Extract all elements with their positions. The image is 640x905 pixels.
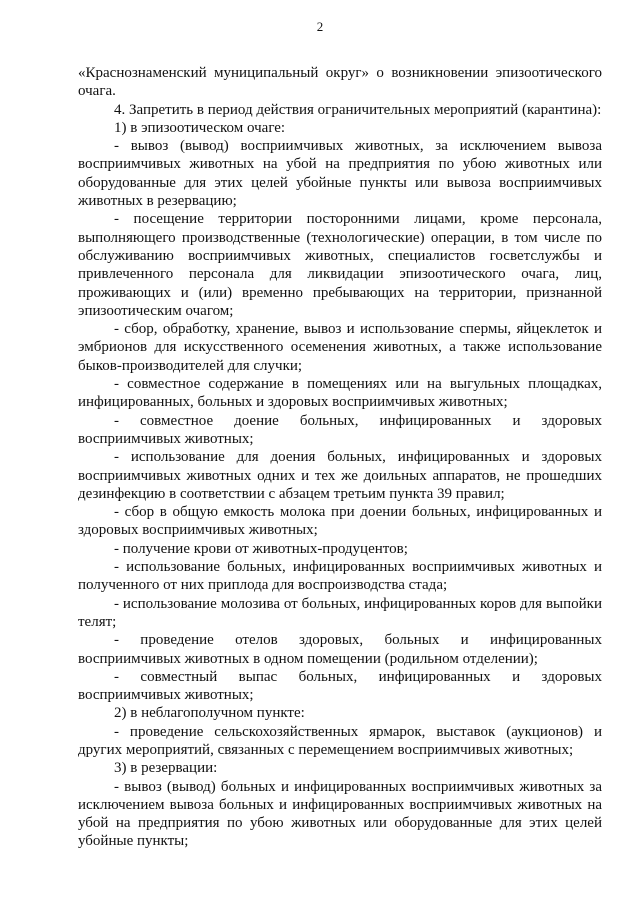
list-item: - проведение сельскохозяйственных ярмарок, выставок (аукционов) и других мероприятий, связанных с перемещением восприимчивых животных; xyxy=(78,723,602,758)
list-item: - посещение территории посторонними лицами, кроме персонала, выполняющего производственные (технологические) операции, в том числе по обслуживанию восприимчивых животных, специалистов госветслужбы и привлеченного персонала для ликвидации эпизоотического очага, лиц, проживающих и (или) временно пребывающих на территории, признанной эпизоотическим очагом; xyxy=(78,211,602,319)
list-item: - сбор в общую емкость молока при доении больных, инфицированных и здоровых восприимчивых животных; xyxy=(78,504,602,539)
paragraph-item-4: 4. Запретить в период действия ограничительных мероприятий (карантина): xyxy=(114,101,602,118)
list-item: - вывоз (вывод) восприимчивых животных, за исключением вывоза восприимчивых животных на убой на предприятия по убою животных или оборудованные для этих целей убойные пункты или вывоза восприимчивых животных в резервацию; xyxy=(78,138,602,210)
subheading-reservation: 3) в резервации: xyxy=(114,760,218,777)
list-item: - совместное содержание в помещениях или на выгульных площадках, инфицированных, больных и здоровых восприимчивых животных; xyxy=(78,376,602,411)
document-body xyxy=(78,64,602,851)
list-item: - использование молозива от больных, инфицированных коров для выпойки телят; xyxy=(78,595,602,630)
list-item: - вывоз (вывод) больных и инфицированных восприимчивых животных за исключением вывоза больных и инфицированных восприимчивых животных на убой на предприятия по убою животных или оборудованные для этих целей убойные пункты; xyxy=(78,778,602,850)
list-item: - использование для доения больных, инфицированных и здоровых восприимчивых животных одних и тех же доильных аппаратов, не прошедших дезинфекцию в соответствии с абзацем третьим пункта 39 правил; xyxy=(78,449,602,502)
subheading-epizootic-focus: 1) в эпизоотическом очаге: xyxy=(114,119,286,136)
subheading-unfavorable-point: 2) в неблагополучном пункте: xyxy=(114,705,305,722)
paragraph-continuation: «Краснознаменский муниципальный округ» о возникновении эпизоотического очага. xyxy=(78,65,602,100)
list-item: - совместный выпас больных, инфицированных и здоровых восприимчивых животных; xyxy=(78,668,602,704)
list-item: - сбор, обработку, хранение, вывоз и использование спермы, яйцеклеток и эмбрионов для искусственного осеменения животных, а также использование быков-производителей для случки; xyxy=(78,321,602,374)
list-item: - совместное доение больных, инфицированных и здоровых восприимчивых животных; xyxy=(78,412,602,447)
page-number: 2 xyxy=(316,19,324,34)
list-item: - использование больных, инфицированных восприимчивых животных и полученного от них приплода для воспроизводства стада; xyxy=(78,559,602,594)
list-item: - проведение отелов здоровых, больных и инфицированных восприимчивых животных в одном помещении (родильном отделении); xyxy=(78,632,602,667)
list-item: - получение крови от животных-продуцентов; xyxy=(114,540,408,557)
